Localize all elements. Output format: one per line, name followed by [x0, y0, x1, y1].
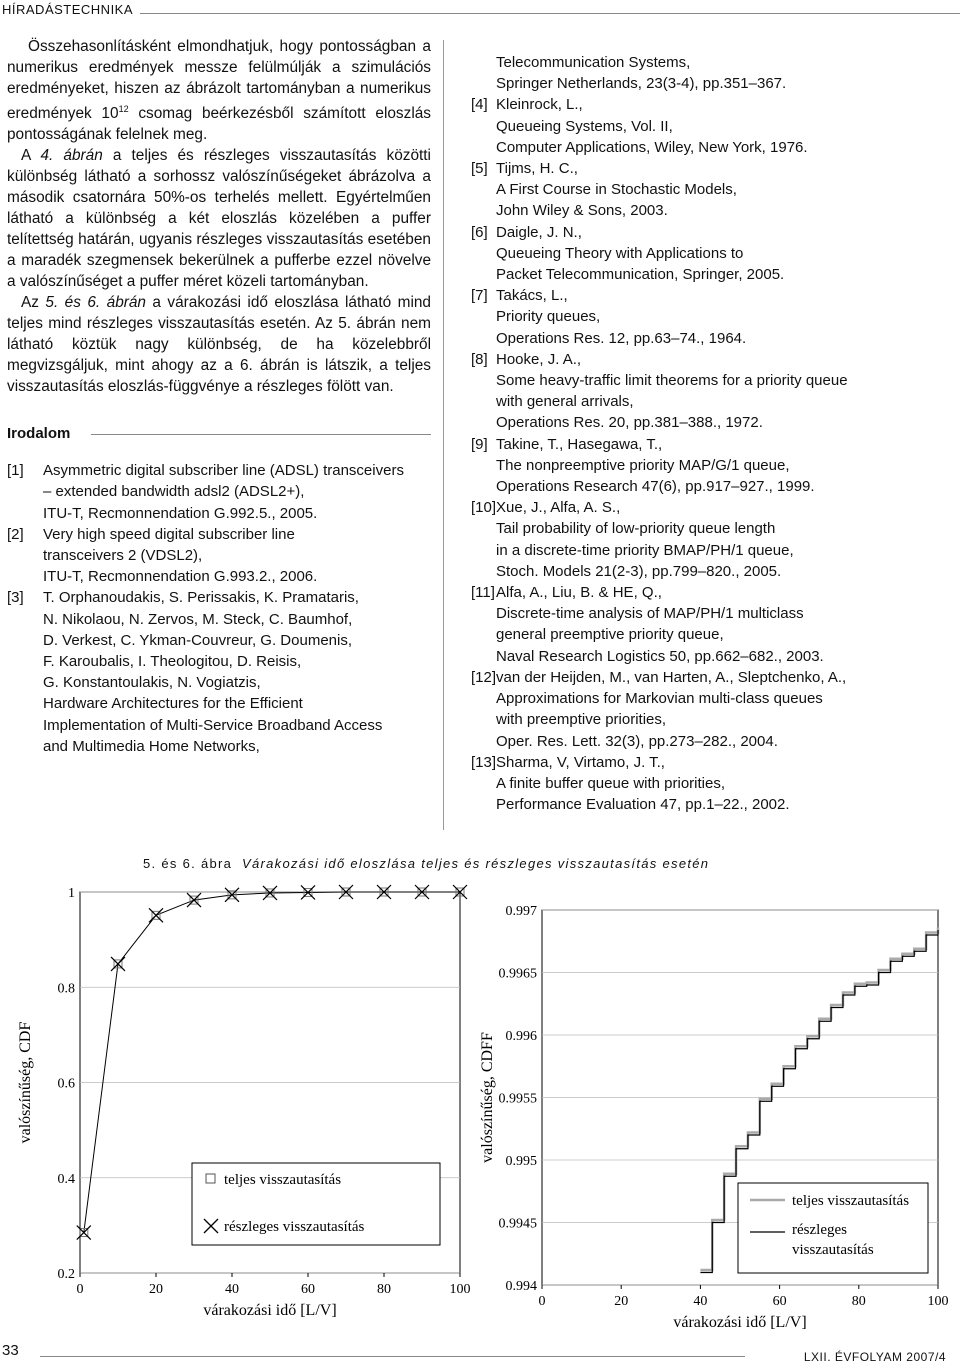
reference-number: [8] [471, 350, 488, 368]
reference-line: The nonpreemptive priority MAP/G/1 queue, [496, 456, 790, 474]
legend-label: visszautasítás [792, 1242, 874, 1258]
reference-line: Queueing Theory with Applications to [496, 244, 744, 262]
reference-line: G. Konstantoulakis, N. Vogiatzis, [43, 674, 261, 692]
reference-line: Some heavy-traffic limit theorems for a priority queue [496, 372, 848, 390]
x-tick-label: 0 [76, 1282, 84, 1297]
legend-label: teljes visszautasítás [792, 1193, 910, 1209]
references-title: Irodalom [7, 425, 71, 443]
y-axis-label: valószínűség, CDFF [479, 1032, 496, 1163]
reference-number: [10] [471, 499, 497, 517]
reference-line: in a discrete-time priority BMAP/PH/1 queue, [496, 541, 794, 559]
reference-item [471, 158, 951, 222]
reference-line: Tail probability of low-priority queue length [496, 520, 776, 538]
reference-item [7, 587, 431, 757]
reference-item [471, 222, 951, 286]
x-tick-label: 60 [301, 1282, 315, 1297]
reference-item [471, 285, 951, 349]
x-tick-label: 40 [693, 1294, 708, 1309]
reference-item [471, 752, 951, 816]
chart-cdf [17, 880, 471, 1335]
reference-item [7, 460, 431, 524]
reference-line: Performance Evaluation 47, pp.1–22., 2002. [496, 796, 790, 814]
reference-number: [1] [7, 462, 24, 480]
reference-number: [9] [471, 435, 488, 453]
reference-line: Kleinrock, L., [496, 96, 583, 114]
reference-item [471, 497, 951, 582]
reference-line: Takine, T., Hasegawa, T., [496, 435, 663, 453]
y-tick-label: 0.9945 [498, 1216, 537, 1232]
chart-cdff [480, 880, 950, 1335]
x-tick-label: 20 [149, 1282, 163, 1297]
reference-number: [3] [7, 589, 24, 607]
y-tick-label: 0.996 [505, 1029, 537, 1044]
header-rule [140, 13, 960, 14]
reference-number: [13] [471, 753, 497, 771]
reference-line: Tijms, H. C., [496, 160, 578, 178]
reference-line: Operations Research 47(6), pp.917–927., 1999. [496, 478, 815, 496]
reference-line: Very high speed digital subscriber line [43, 525, 295, 543]
reference-item [471, 94, 951, 158]
reference-line: Naval Research Logistics 50, pp.662–682., 2003. [496, 647, 824, 665]
reference-line: Takács, L., [496, 287, 568, 305]
reference-line: and Multimedia Home Networks, [43, 737, 260, 755]
y-tick-label: 0.8 [57, 981, 75, 997]
reference-line: Computer Applications, Wiley, New York, 1976. [496, 138, 808, 156]
references-rule [91, 434, 431, 435]
reference-line: Operations Res. 12, pp.63–74., 1964. [496, 329, 747, 347]
reference-line: Hooke, J. A., [496, 350, 582, 368]
x-tick-label: 0 [538, 1294, 546, 1309]
reference-line: A First Course in Stochastic Models, [496, 181, 737, 199]
figure-caption [143, 856, 709, 871]
reference-number: [6] [471, 223, 488, 241]
x-tick-label: 80 [851, 1294, 866, 1309]
reference-3-continued [471, 52, 951, 94]
y-axis-label: valószínűség, CDF [17, 1021, 34, 1144]
reference-line: ITU-T, Recmonnendation G.992.5., 2005. [43, 504, 318, 522]
reference-line: F. Karoubalis, I. Theologitou, D. Reisis, [43, 652, 302, 670]
reference-line: with preemptive priorities, [496, 711, 667, 729]
reference-number: [5] [471, 160, 488, 178]
right-column [471, 52, 951, 815]
reference-number: [2] [7, 525, 24, 543]
x-tick-label: 40 [225, 1282, 239, 1297]
x-tick-label: 80 [377, 1282, 391, 1297]
section-header: HÍRADÁSTECHNIKA [2, 2, 134, 17]
x-tick-label: 100 [927, 1294, 949, 1309]
reference-line: T. Orphanoudakis, S. Perissakis, K. Pramataris, [43, 589, 359, 607]
reference-line: transceivers 2 (VDSL2), [43, 546, 203, 564]
reference-line: Xue, J., Alfa, A. S., [496, 499, 621, 517]
reference-line: Springer Netherlands, 23(3-4), pp.351–367. [496, 75, 787, 93]
x-axis-label: várakozási idő [L/V] [673, 1314, 807, 1331]
legend-label: részleges [792, 1222, 847, 1238]
y-tick-label: 0.9955 [498, 1091, 537, 1107]
reference-number: [11] [471, 584, 495, 602]
reference-line: Priority queues, [496, 308, 601, 326]
x-tick-label: 100 [449, 1282, 471, 1297]
reference-line: Approximations for Markovian multi-class queues [496, 690, 823, 708]
footer-rule [40, 1356, 745, 1357]
paragraph-3: Az 5. és 6. ábrán a várakozási idő eloszlása látható mind teljes mind részleges visszautasítás esetén. Az 5. ábrán nem látható köztük nagy különbség, de ha közelebbről megvizsgáljuk, mint ahogy az a 6. ábrán is látszik, a teljes visszautasítás eloszlás-függvénye a részleges fölött van. [7, 294, 431, 396]
legend-label: részleges visszautasítás [224, 1219, 365, 1235]
caption-text: Várakozási idő eloszlása teljes és részleges visszautasítás esetén [242, 856, 710, 871]
reference-line: Oper. Res. Lett. 32(3), pp.273–282., 2004. [496, 732, 778, 750]
reference-line: Asymmetric digital subscriber line (ADSL) transceivers [43, 462, 404, 480]
reference-line: with general arrivals, [496, 393, 634, 411]
x-tick-label: 20 [614, 1294, 629, 1309]
reference-line: N. Nikolaou, N. Zervos, M. Steck, C. Baumhof, [43, 610, 353, 628]
reference-item [7, 524, 431, 588]
x-tick-label: 60 [772, 1294, 787, 1309]
reference-line: Operations Res. 20, pp.381–388., 1972. [496, 414, 763, 432]
reference-item [471, 667, 951, 752]
reference-line: Queueing Systems, Vol. II, [496, 117, 673, 135]
y-tick-label: 1 [68, 886, 75, 901]
y-tick-label: 0.6 [57, 1076, 75, 1092]
caption-label: 5. és 6. ábra [143, 856, 233, 871]
reference-line: Stoch. Models 21(2-3), pp.799–820., 2005. [496, 562, 782, 580]
references-heading [7, 425, 431, 442]
y-tick-label: 0.994 [505, 1279, 537, 1294]
y-tick-label: 0.4 [57, 1171, 75, 1187]
reference-line: Discrete-time analysis of MAP/PH/1 multiclass [496, 605, 804, 623]
y-tick-label: 0.997 [505, 904, 537, 919]
reference-item [471, 349, 951, 434]
page-number: 33 [2, 1342, 19, 1359]
reference-line: Daigle, J. N., [496, 223, 582, 241]
reference-number: [7] [471, 287, 488, 305]
x-axis-label: várakozási idő [L/V] [203, 1302, 337, 1319]
paragraph-2: A 4. ábrán a teljes és részleges visszautasítás közötti különbség látható a sorhossz valószínűségeket ábrázolva a második csatornára 50%-os terhelés mellett. Egyértelműen látható a különbség a két eloszlás közelében a puffer telítettség határán, ugyanis részleges visszautasítás esetében a maradék szegmensek bekerülnek a pufferbe ezzel növelve a valószínűséget a puffer méret közeli tartományban. [7, 147, 431, 291]
reference-line: ITU-T, Recmonnendation G.993.2., 2006. [43, 568, 318, 586]
reference-line: Alfa, A., Liu, B. & HE, Q., [496, 584, 662, 602]
reference-number: [4] [471, 96, 488, 114]
column-divider [443, 40, 444, 830]
reference-line: John Wiley & Sons, 2003. [496, 202, 668, 220]
reference-line: Packet Telecommunication, Springer, 2005. [496, 266, 785, 284]
legend-label: teljes visszautasítás [224, 1172, 342, 1188]
reference-line: Hardware Architectures for the Efficient [43, 695, 303, 713]
y-tick-label: 0.2 [57, 1267, 75, 1282]
reference-item [471, 582, 951, 667]
reference-line: van der Heijden, M., van Harten, A., Sleptchenko, A., [496, 668, 847, 686]
y-tick-label: 0.995 [505, 1154, 537, 1169]
y-tick-label: 0.9965 [498, 966, 537, 982]
reference-line: Sharma, V, Virtamo, J. T., [496, 753, 665, 771]
reference-line: D. Verkest, C. Ykman-Couvreur, G. Doumenis, [43, 631, 353, 649]
reference-line: Telecommunication Systems, [496, 54, 691, 71]
paragraph-1: Összehasonlításként elmondhatjuk, hogy pontosságban a numerikus eredmények messze felülmúlják a szimulációs eredményeket, hiszen az ábrázolt tartományban a numerikus eredmények $10^{12}$ csomag beérkezésből számított eloszlás pontosságának felelnek meg. [7, 38, 431, 144]
reference-item [471, 434, 951, 498]
issue-label: LXII. ÉVFOLYAM 2007/4 [803, 1350, 946, 1364]
reference-line: A finite buffer queue with priorities, [496, 774, 726, 792]
references-left [7, 460, 431, 757]
reference-number: [12] [471, 668, 497, 686]
reference-line: Implementation of Multi-Service Broadband Access [43, 716, 383, 734]
reference-line: – extended bandwidth adsl2 (ADSL2+), [43, 483, 305, 501]
left-column [7, 36, 431, 757]
reference-line: general preemptive priority queue, [496, 626, 724, 644]
